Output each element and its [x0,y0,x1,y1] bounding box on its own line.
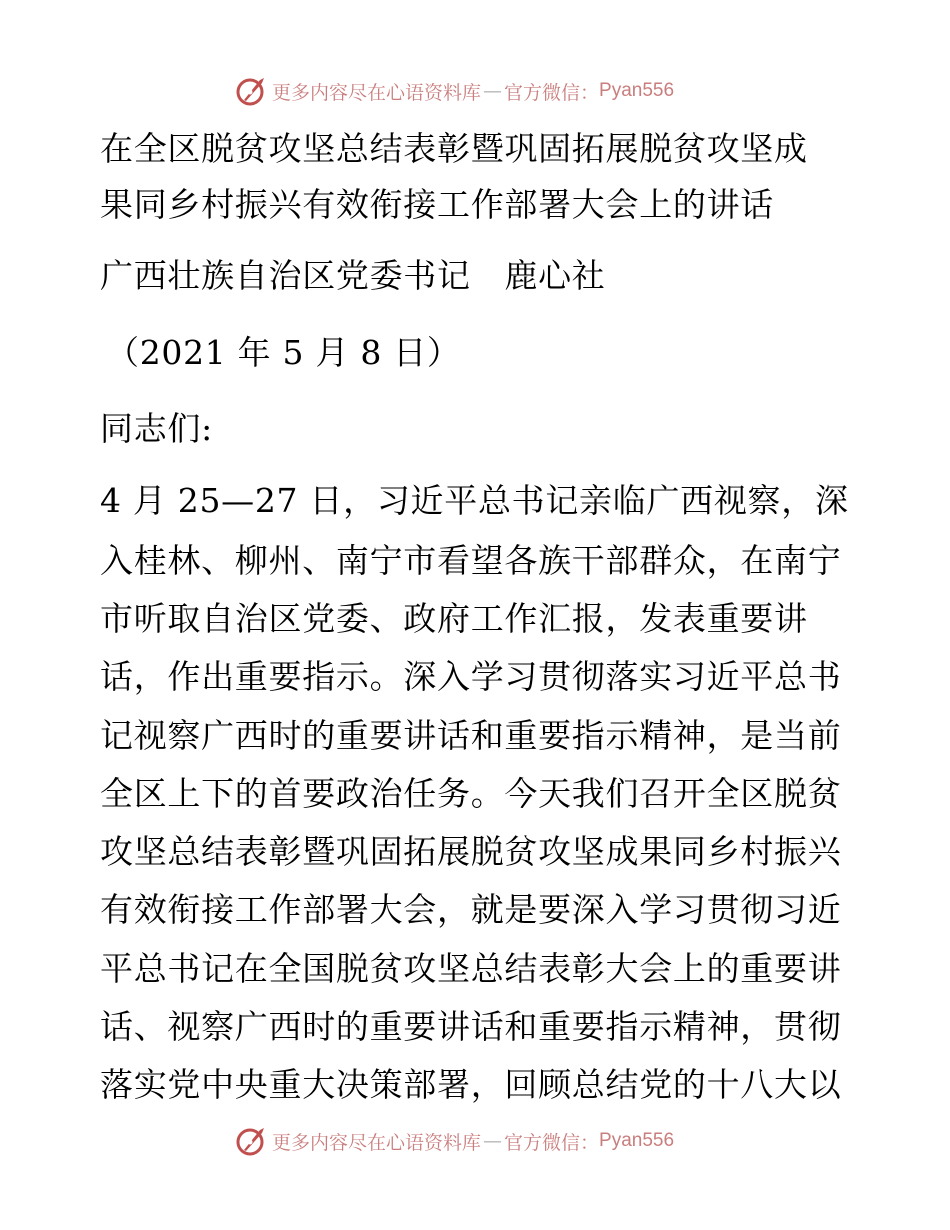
body-line: 入桂林、柳州、南宁市看望各族干部群众，在南宁 [100,541,842,580]
watermark-wechat-label: 官方微信： [504,1131,600,1154]
body-line: 话，作出重要指示。深入学习贯彻落实习近平总书 [100,657,842,696]
body-line: 4 月 25—27 日，习近平总书记亲临广西视察，深 [100,481,849,520]
watermark-footer [234,1124,674,1158]
body-line: 话、视察广西时的重要讲话和重要指示精神，贯彻 [100,1007,842,1046]
body-line: 平总书记在全国脱贫攻坚总结表彰大会上的重要讲 [100,949,842,988]
watermark-wechat-id: Pyan556 [599,1130,675,1151]
date-line: （2021 年 5 月 8 日） [106,333,461,372]
author-line: 广西壮族自治区党委书记 鹿心社 [100,256,606,295]
body-line: 有效衔接工作部署大会，就是要深入学习贯彻习近 [100,890,842,929]
quill-pen-logo-icon [234,1124,268,1158]
watermark-wechat-label: 官方微信： [504,81,600,104]
quill-pen-logo-icon [234,74,268,108]
watermark-header [234,74,674,108]
document-title-line-1: 在全区脱贫攻坚总结表彰暨巩固拓展脱贫攻坚成 [100,129,808,168]
body-line: 全区上下的首要政治任务。今天我们召开全区脱贫 [100,774,842,813]
watermark-separator: — [483,80,503,102]
body-line: 市听取自治区党委、政府工作汇报，发表重要讲 [100,599,808,638]
watermark-text: 更多内容尽在心语资料库 [272,1131,482,1154]
salutation: 同志们: [100,409,213,448]
watermark-wechat-id: Pyan556 [599,80,675,101]
body-line: 记视察广西时的重要讲话和重要指示精神，是当前 [100,716,842,755]
body-line: 攻坚总结表彰暨巩固拓展脱贫攻坚成果同乡村振兴 [100,832,842,871]
body-line: 落实党中央重大决策部署，回顾总结党的十八大以 [100,1065,842,1104]
watermark-separator: — [483,1130,503,1152]
watermark-text: 更多内容尽在心语资料库 [272,81,482,104]
document-title-line-2: 果同乡村振兴有效衔接工作部署大会上的讲话 [100,185,774,224]
